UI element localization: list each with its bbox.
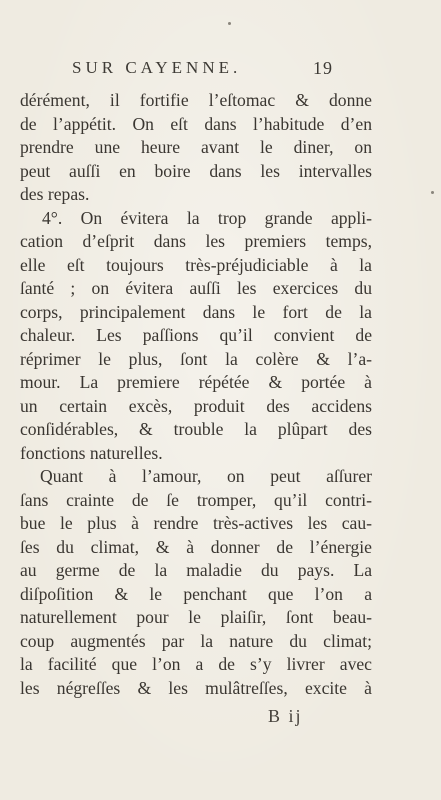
text-line: conſidérables, & trouble la plûpart des <box>20 419 372 439</box>
paper-speck <box>228 22 231 25</box>
body-text <box>20 89 372 700</box>
running-header <box>72 58 372 80</box>
text-line: elle eſt toujours très-préjudiciable à la <box>20 254 372 275</box>
signature-mark: B ij <box>268 706 303 726</box>
text-line: diſpoſition & le penchant que l’on a <box>20 583 372 604</box>
running-title: SUR CAYENNE. <box>72 58 242 77</box>
text-line: réprimer le plus, ſont la colère & l’a- <box>20 348 372 369</box>
text-line: au germe de la maladie du pays. La <box>20 560 372 580</box>
text-line: coup augmentés par la nature du climat; <box>20 630 372 651</box>
text-line: dérément, il fortifie l’eſtomac & donne <box>20 90 372 110</box>
page-number: 19 <box>313 58 333 78</box>
text-line: corps, principalement dans le fort de la <box>20 301 372 322</box>
text-line: les négreſſes & les mulâtreſſes, excite à <box>20 677 372 698</box>
text-line: cation d’eſprit dans les premiers temps, <box>20 231 372 251</box>
text-line: 4°. On évitera la trop grande appli- <box>42 207 372 228</box>
text-line: mour. La premiere répétée & portée à <box>20 372 372 392</box>
text-line: ſes du climat, & à donner de l’énergie <box>20 536 372 557</box>
text-line: de l’appétit. On eſt dans l’habitude d’en <box>20 113 372 134</box>
text-line: Quant à l’amour, on peut aſſurer <box>40 466 372 486</box>
text-line: naturellement pour le plaiſir, ſont beau- <box>20 607 372 627</box>
text-line: chaleur. Les paſſions qu’il convient de <box>20 325 372 345</box>
paper-speck <box>431 191 434 194</box>
text-line: la facilité que l’on a de s’y livrer avec <box>20 654 372 674</box>
text-line: fonctions naturelles. <box>20 442 163 463</box>
text-line: des repas. <box>20 184 90 204</box>
text-line: ſanté ; on évitera auſſi les exercices du <box>20 278 372 298</box>
text-line: prendre une heure avant le diner, on <box>20 137 372 157</box>
text-line: peut auſſi en boire dans les intervalles <box>20 160 372 181</box>
text-line: ſans crainte de ſe tromper, qu’il contri- <box>20 489 372 510</box>
text-line: un certain excès, produit des accidens <box>20 395 372 416</box>
text-line: bue le plus à rendre très-actives les cau- <box>20 513 372 533</box>
